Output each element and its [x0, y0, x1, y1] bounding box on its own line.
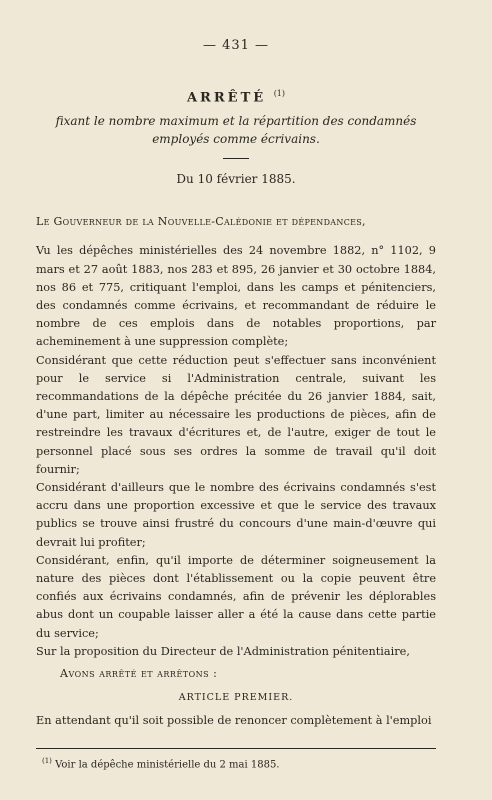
- title-divider: [223, 158, 249, 159]
- document-date: Du 10 février 1885.: [176, 172, 296, 187]
- title-footnote-mark: (1): [273, 89, 286, 98]
- footnote-mark: (1): [42, 757, 52, 765]
- paragraph-vu: Vu les dépêches ministérielles des 24 novembre 1882, n° 1102, 9 mars et 27 août 1883, nos 283 et 895, 26 janvier et 30 octobre 1884, nos 86 et 775, critiquant l'emploi, dans les camps et pénitenciers, des condamnés comme écrivains, et recommandant de réduire le nombre de ces emplois dans de notables proportions, par acheminement à une suppression complète;: [36, 244, 436, 349]
- addressee-line: Le Gouverneur de la Nouvelle-Calédonie et dépendances,: [36, 215, 366, 229]
- decree-formula: Avons arrêté et arrêtons :: [60, 667, 218, 680]
- footnote-divider: [36, 748, 436, 749]
- title-text: ARRÊTÉ: [186, 90, 267, 106]
- page-number: — 431 —: [202, 38, 270, 53]
- article-first-line: En attendant qu'il soit possible de renoncer complètement à l'emploi: [36, 714, 432, 727]
- footnote-text: Voir la dépêche ministérielle du 2 mai 1885.: [55, 759, 280, 771]
- paragraph-considerant-1: Considérant que cette réduction peut s'effectuer sans inconvénient pour le service si l'Administration centrale, suivant les recommandations de la dépêche précitée du 26 janvier 1884, sait, d'une part, limiter au nécessaire les productions de pièces, afin de restreindre les travaux d'écritures et, de l'autre, exiger de tout le personnel placé sous ses ordres la somme de travail qu'il doit fournir;: [36, 353, 436, 476]
- paragraph-proposition: Sur la proposition du Directeur de l'Administration pénitentiaire,: [36, 644, 410, 658]
- article-heading: ARTICLE PREMIER.: [178, 692, 294, 703]
- footnote: [36, 757, 436, 770]
- paragraph-considerant-2: Considérant d'ailleurs que le nombre des écrivains condamnés s'est accru dans une proportion excessive et que le service des travaux publics se trouve ainsi frustré du concours d'une main-d'œuvre qui devrait lui profiter;: [36, 480, 436, 549]
- paragraph-considerant-3: Considérant, enfin, qu'il importe de déterminer soigneusement la nature des pièces dont l'établissement ou la copie peuvent être confiés aux écrivains condamnés, afin de prévenir les déplorables abus dont un coupable laisser aller a été la cause dans cette partie du service;: [36, 553, 436, 640]
- subtitle-line: employés comme écrivains.: [152, 132, 320, 147]
- document-body: [36, 242, 436, 661]
- document-title: [36, 89, 436, 105]
- document-subtitle: [36, 112, 436, 148]
- subtitle-line: fixant le nombre maximum et la répartition des condamnés: [55, 114, 417, 129]
